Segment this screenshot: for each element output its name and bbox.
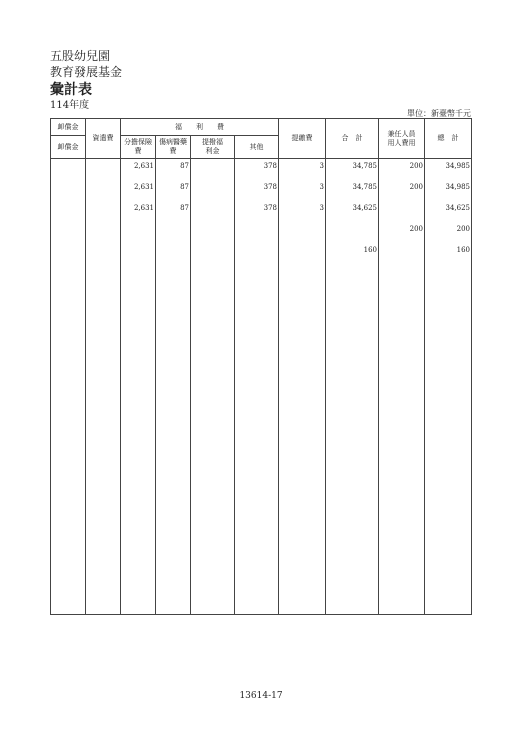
header-allowance: 資遣費: [86, 119, 121, 159]
page-number: 13614-17: [239, 691, 283, 701]
cell-insurance: [121, 222, 156, 243]
header-other: 其他: [235, 136, 279, 159]
cell-contribution: 3: [279, 159, 326, 181]
header-welfare: 福 利 費: [121, 119, 279, 136]
cell-grand: 34,985: [425, 180, 472, 201]
cell-grand: 160: [425, 243, 472, 264]
fiscal-year: 114年度: [50, 100, 90, 111]
cell-total: 34,625: [326, 201, 379, 222]
report-title: 彙計表: [50, 82, 92, 98]
header-medical: 傷病醫藥費: [156, 136, 191, 159]
header-total: 合 計: [326, 119, 379, 159]
cell-medical: [156, 222, 191, 243]
header-insurance: 分擔保險費: [121, 136, 156, 159]
cell-insurance: 2,631: [121, 180, 156, 201]
cell-contribution: 3: [279, 180, 326, 201]
summary-table: [50, 118, 472, 615]
cell-contribution: [279, 243, 326, 264]
cell-grand: 200: [425, 222, 472, 243]
header-retire-top: 卹償金: [51, 119, 86, 136]
cell-contribution: 3: [279, 201, 326, 222]
cell-medical: 87: [156, 159, 191, 181]
header-welfare-fund: 提撥福利金: [191, 136, 235, 159]
fund-name: 教育發展基金: [50, 65, 123, 79]
cell-other: 378: [235, 201, 279, 222]
table-row: [51, 201, 472, 222]
cell-total: 160: [326, 243, 379, 264]
cell-insurance: [121, 243, 156, 264]
cell-insurance: 2,631: [121, 159, 156, 181]
organization-name: 五股幼兒園: [50, 49, 111, 63]
table-row: [51, 159, 472, 181]
table-row: [51, 243, 472, 264]
header-grand-total: 總 計: [425, 119, 472, 159]
cell-other: [235, 222, 279, 243]
table-filler-row: [51, 264, 472, 615]
cell-total: [326, 222, 379, 243]
table-row: [51, 180, 472, 201]
cell-contribution: [279, 222, 326, 243]
cell-other: [235, 243, 279, 264]
cell-medical: [156, 243, 191, 264]
cell-insurance: 2,631: [121, 201, 156, 222]
table-row: [51, 222, 472, 243]
cell-parttime: [379, 243, 425, 264]
header-contribution: 提繳費: [279, 119, 326, 159]
currency-unit: 單位：新臺幣千元: [407, 109, 471, 118]
cell-other: 378: [235, 159, 279, 181]
cell-grand: 34,985: [425, 159, 472, 181]
cell-medical: 87: [156, 201, 191, 222]
cell-medical: 87: [156, 180, 191, 201]
cell-total: 34,785: [326, 159, 379, 181]
cell-total: 34,785: [326, 180, 379, 201]
header-parttime: 兼任人員用人費用: [379, 119, 425, 159]
cell-parttime: 200: [379, 180, 425, 201]
cell-other: 378: [235, 180, 279, 201]
cell-parttime: 200: [379, 222, 425, 243]
cell-parttime: [379, 201, 425, 222]
header-retire-bottom: 卹償金: [51, 136, 86, 159]
cell-grand: 34,625: [425, 201, 472, 222]
cell-parttime: 200: [379, 159, 425, 181]
